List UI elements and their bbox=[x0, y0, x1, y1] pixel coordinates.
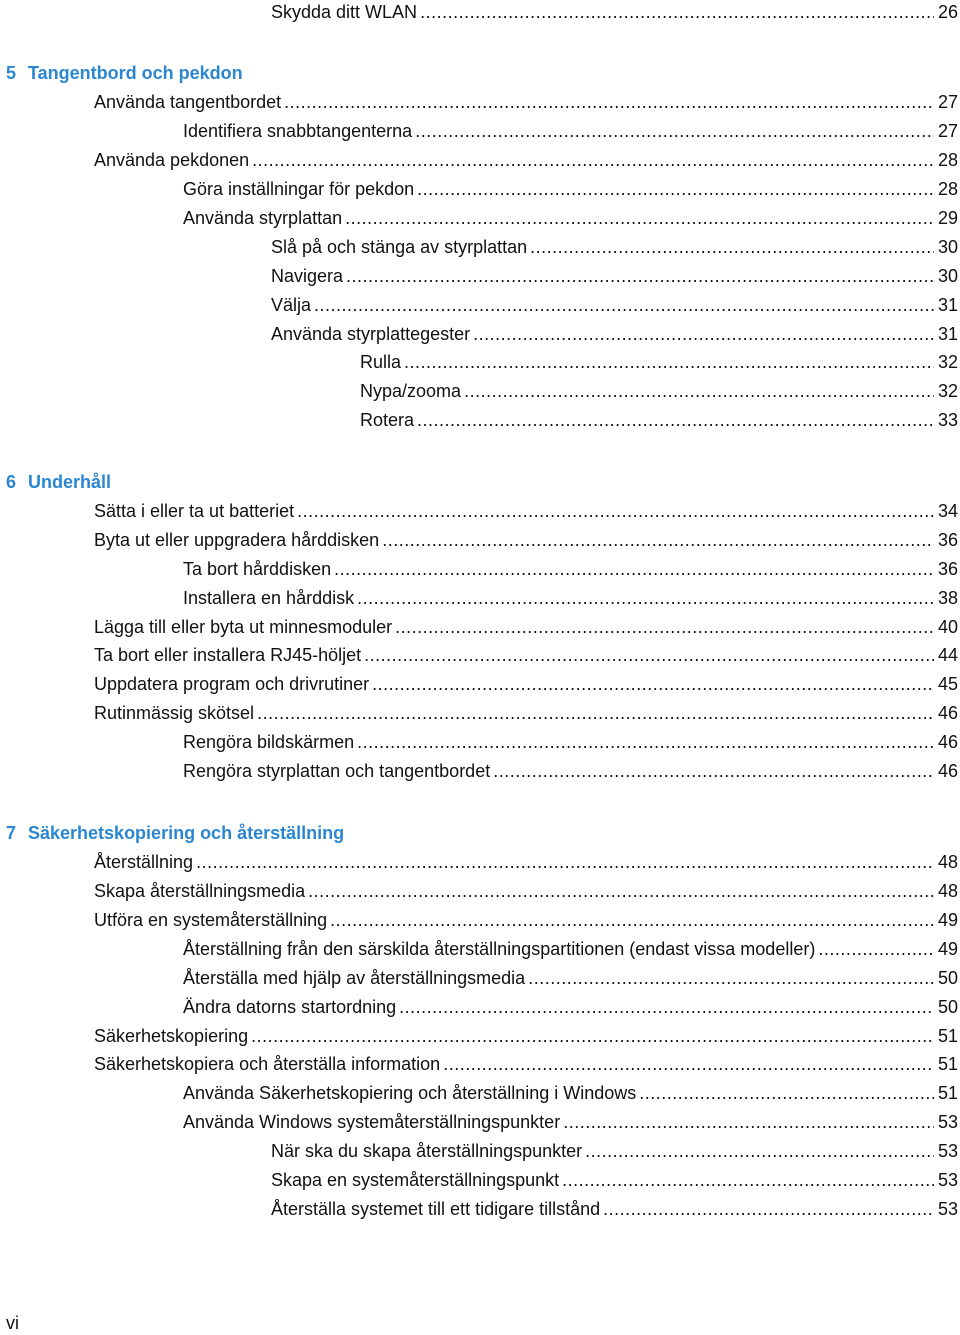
dot-leader bbox=[404, 350, 934, 374]
toc-entry-page: 31 bbox=[937, 295, 958, 315]
dot-leader bbox=[639, 1081, 934, 1105]
toc-entry[interactable] bbox=[183, 1081, 958, 1105]
toc-entry-title: Använda Windows systemåterställningspunkter bbox=[183, 1112, 561, 1132]
toc-entry[interactable] bbox=[271, 1139, 958, 1163]
toc-entry-page: 34 bbox=[937, 501, 958, 521]
toc-entry-title: Använda Säkerhetskopiering och återställning i Windows bbox=[183, 1083, 637, 1103]
toc-entry-title: Rulla bbox=[360, 352, 402, 372]
toc-entry-page: 32 bbox=[937, 381, 958, 401]
toc-entry-title: Göra inställningar för pekdon bbox=[183, 179, 415, 199]
dot-leader bbox=[196, 850, 934, 874]
toc-entry[interactable] bbox=[183, 759, 958, 783]
toc-entry-title: Använda styrplattegester bbox=[271, 324, 471, 344]
dot-leader bbox=[818, 937, 934, 961]
toc-entry[interactable] bbox=[183, 119, 958, 143]
toc-entry-page: 36 bbox=[937, 530, 958, 550]
toc-entry[interactable] bbox=[183, 206, 958, 230]
chapter-title: Tangentbord och pekdon bbox=[28, 63, 243, 83]
toc-entry[interactable] bbox=[183, 177, 958, 201]
dot-leader bbox=[334, 557, 934, 581]
toc-entry-title: Säkerhetskopiering bbox=[94, 1026, 249, 1046]
toc-entry-page: 51 bbox=[937, 1054, 958, 1074]
toc-entry-page: 27 bbox=[937, 92, 958, 112]
toc-entry-page: 40 bbox=[937, 617, 958, 637]
toc-entry-title: Identifiera snabbtangenterna bbox=[183, 121, 413, 141]
dot-leader bbox=[443, 1052, 934, 1076]
toc-entry[interactable] bbox=[183, 966, 958, 990]
toc-entry-title: Skapa återställningsmedia bbox=[94, 881, 306, 901]
toc-entry[interactable] bbox=[271, 322, 958, 346]
toc-entry-page: 51 bbox=[937, 1026, 958, 1046]
toc-entry[interactable] bbox=[271, 235, 958, 259]
toc-entry-title: Sätta i eller ta ut batteriet bbox=[94, 501, 295, 521]
toc-entry[interactable] bbox=[94, 1052, 958, 1076]
toc-entry-page: 46 bbox=[937, 761, 958, 781]
chapter-heading-7[interactable] bbox=[6, 821, 344, 845]
toc-entry-title: Återställning bbox=[94, 852, 194, 872]
dot-leader bbox=[417, 408, 934, 432]
toc-entry-page: 30 bbox=[937, 237, 958, 257]
toc-entry-title: Rengöra bildskärmen bbox=[183, 732, 355, 752]
toc-entry-title: Använda styrplattan bbox=[183, 208, 343, 228]
toc-entry-page: 49 bbox=[937, 939, 958, 959]
toc-entry[interactable] bbox=[183, 586, 958, 610]
chapter-number: 5 bbox=[6, 63, 17, 83]
toc-entry-page: 50 bbox=[937, 997, 958, 1017]
toc-entry-page: 28 bbox=[937, 179, 958, 199]
toc-entry-title: Säkerhetskopiera och återställa information bbox=[94, 1054, 441, 1074]
toc-entry[interactable] bbox=[271, 0, 958, 24]
dot-leader bbox=[562, 1168, 934, 1192]
dot-leader bbox=[314, 293, 934, 317]
toc-entry-page: 28 bbox=[937, 150, 958, 170]
toc-entry[interactable] bbox=[94, 148, 958, 172]
toc-entry[interactable] bbox=[94, 643, 958, 667]
toc-entry[interactable] bbox=[94, 701, 958, 725]
toc-entry-page: 53 bbox=[937, 1170, 958, 1190]
toc-entry-page: 36 bbox=[937, 559, 958, 579]
toc-entry-page: 53 bbox=[937, 1141, 958, 1161]
chapter-title: Underhåll bbox=[28, 472, 112, 492]
toc-entry-title: Skapa en systemåterställningspunkt bbox=[271, 1170, 560, 1190]
toc-entry-page: 30 bbox=[937, 266, 958, 286]
toc-entry[interactable] bbox=[94, 850, 958, 874]
toc-entry-page: 48 bbox=[937, 852, 958, 872]
toc-entry[interactable] bbox=[360, 379, 958, 403]
toc-entry[interactable] bbox=[183, 937, 958, 961]
toc-entry-title: Rotera bbox=[360, 410, 415, 430]
dot-leader bbox=[420, 0, 934, 24]
toc-entry-page: 53 bbox=[937, 1112, 958, 1132]
dot-leader bbox=[473, 322, 934, 346]
toc-entry[interactable] bbox=[360, 408, 958, 432]
toc-entry-page: 48 bbox=[937, 881, 958, 901]
dot-leader bbox=[585, 1139, 934, 1163]
toc-entry[interactable] bbox=[94, 672, 958, 696]
toc-entry-title: Rengöra styrplattan och tangentbordet bbox=[183, 761, 491, 781]
toc-entry-title: Återställa med hjälp av återställningsmedia bbox=[183, 968, 526, 988]
dot-leader bbox=[297, 499, 934, 523]
dot-leader bbox=[464, 379, 934, 403]
toc-entry[interactable] bbox=[94, 90, 958, 114]
dot-leader bbox=[357, 586, 934, 610]
toc-entry-page: 33 bbox=[937, 410, 958, 430]
toc-entry-title: Utföra en systemåterställning bbox=[94, 910, 328, 930]
dot-leader bbox=[493, 759, 934, 783]
chapter-number: 7 bbox=[6, 823, 17, 843]
toc-entry[interactable] bbox=[271, 293, 958, 317]
toc-entry[interactable] bbox=[183, 1110, 958, 1134]
toc-entry-page: 26 bbox=[937, 2, 958, 22]
toc-entry-title: Nypa/zooma bbox=[360, 381, 462, 401]
dot-leader bbox=[395, 615, 934, 639]
toc-entry-page: 50 bbox=[937, 968, 958, 988]
dot-leader bbox=[357, 730, 934, 754]
toc-entry[interactable] bbox=[94, 1024, 958, 1048]
toc-entry-page: 27 bbox=[937, 121, 958, 141]
dot-leader bbox=[345, 206, 934, 230]
toc-entry-title: Använda pekdonen bbox=[94, 150, 250, 170]
toc-entry-title: Uppdatera program och drivrutiner bbox=[94, 674, 370, 694]
chapter-heading-6[interactable] bbox=[6, 470, 111, 494]
dot-leader bbox=[330, 908, 934, 932]
toc-entry-title: Använda tangentbordet bbox=[94, 92, 282, 112]
chapter-heading-5[interactable] bbox=[6, 61, 243, 85]
dot-leader bbox=[563, 1110, 934, 1134]
toc-entry-title: Navigera bbox=[271, 266, 344, 286]
page-number: vi bbox=[6, 1313, 19, 1333]
toc-entry-title: Byta ut eller uppgradera hårddisken bbox=[94, 530, 380, 550]
toc-entry[interactable] bbox=[94, 879, 958, 903]
dot-leader bbox=[346, 264, 934, 288]
dot-leader bbox=[382, 528, 934, 552]
toc-entry[interactable] bbox=[94, 499, 958, 523]
toc-entry-page: 44 bbox=[937, 645, 958, 665]
toc-entry-page: 49 bbox=[937, 910, 958, 930]
toc-entry-title: Lägga till eller byta ut minnesmoduler bbox=[94, 617, 393, 637]
toc-entry-title: Ändra datorns startordning bbox=[183, 997, 397, 1017]
toc-entry-title: Ta bort eller installera RJ45-höljet bbox=[94, 645, 362, 665]
chapter-title: Säkerhetskopiering och återställning bbox=[28, 823, 345, 843]
toc-entry[interactable] bbox=[183, 995, 958, 1019]
toc-entry-page: 53 bbox=[937, 1199, 958, 1219]
toc-entry-title: Ta bort hårddisken bbox=[183, 559, 332, 579]
toc-entry[interactable] bbox=[94, 908, 958, 932]
toc-entry-page: 38 bbox=[937, 588, 958, 608]
dot-leader bbox=[399, 995, 934, 1019]
toc-entry-title: Återställning från den särskilda återställningspartitionen (endast vissa modeller) bbox=[183, 939, 816, 959]
toc-entry-page: 45 bbox=[937, 674, 958, 694]
dot-leader bbox=[603, 1197, 934, 1221]
toc-entry[interactable] bbox=[271, 1197, 958, 1221]
toc-entry-title: När ska du skapa återställningspunkter bbox=[271, 1141, 583, 1161]
dot-leader bbox=[528, 966, 934, 990]
toc-entry-title: Skydda ditt WLAN bbox=[271, 2, 418, 22]
toc-entry-page: 32 bbox=[937, 352, 958, 372]
toc-entry-page: 51 bbox=[937, 1083, 958, 1103]
toc-entry-page: 46 bbox=[937, 703, 958, 723]
toc-entry[interactable] bbox=[360, 350, 958, 374]
toc-entry-title: Återställa systemet till ett tidigare tillstånd bbox=[271, 1199, 601, 1219]
toc-entry-page: 46 bbox=[937, 732, 958, 752]
dot-leader bbox=[257, 701, 934, 725]
dot-leader bbox=[372, 672, 934, 696]
toc-entry-title: Installera en hårddisk bbox=[183, 588, 355, 608]
dot-leader bbox=[308, 879, 934, 903]
chapter-number: 6 bbox=[6, 472, 17, 492]
dot-leader bbox=[530, 235, 934, 259]
toc-entry[interactable] bbox=[183, 557, 958, 581]
dot-leader bbox=[364, 643, 934, 667]
toc-entry-title: Slå på och stänga av styrplattan bbox=[271, 237, 528, 257]
toc-entry-page: 31 bbox=[937, 324, 958, 344]
dot-leader bbox=[284, 90, 934, 114]
toc-entry-page: 29 bbox=[937, 208, 958, 228]
toc-entry-title: Välja bbox=[271, 295, 312, 315]
dot-leader bbox=[251, 1024, 934, 1048]
dot-leader bbox=[415, 119, 934, 143]
toc-entry[interactable] bbox=[94, 615, 958, 639]
toc-entry[interactable] bbox=[94, 528, 958, 552]
toc-entry[interactable] bbox=[271, 1168, 958, 1192]
dot-leader bbox=[417, 177, 934, 201]
toc-entry[interactable] bbox=[271, 264, 958, 288]
toc-entry[interactable] bbox=[183, 730, 958, 754]
toc-entry-title: Rutinmässig skötsel bbox=[94, 703, 255, 723]
dot-leader bbox=[252, 148, 934, 172]
